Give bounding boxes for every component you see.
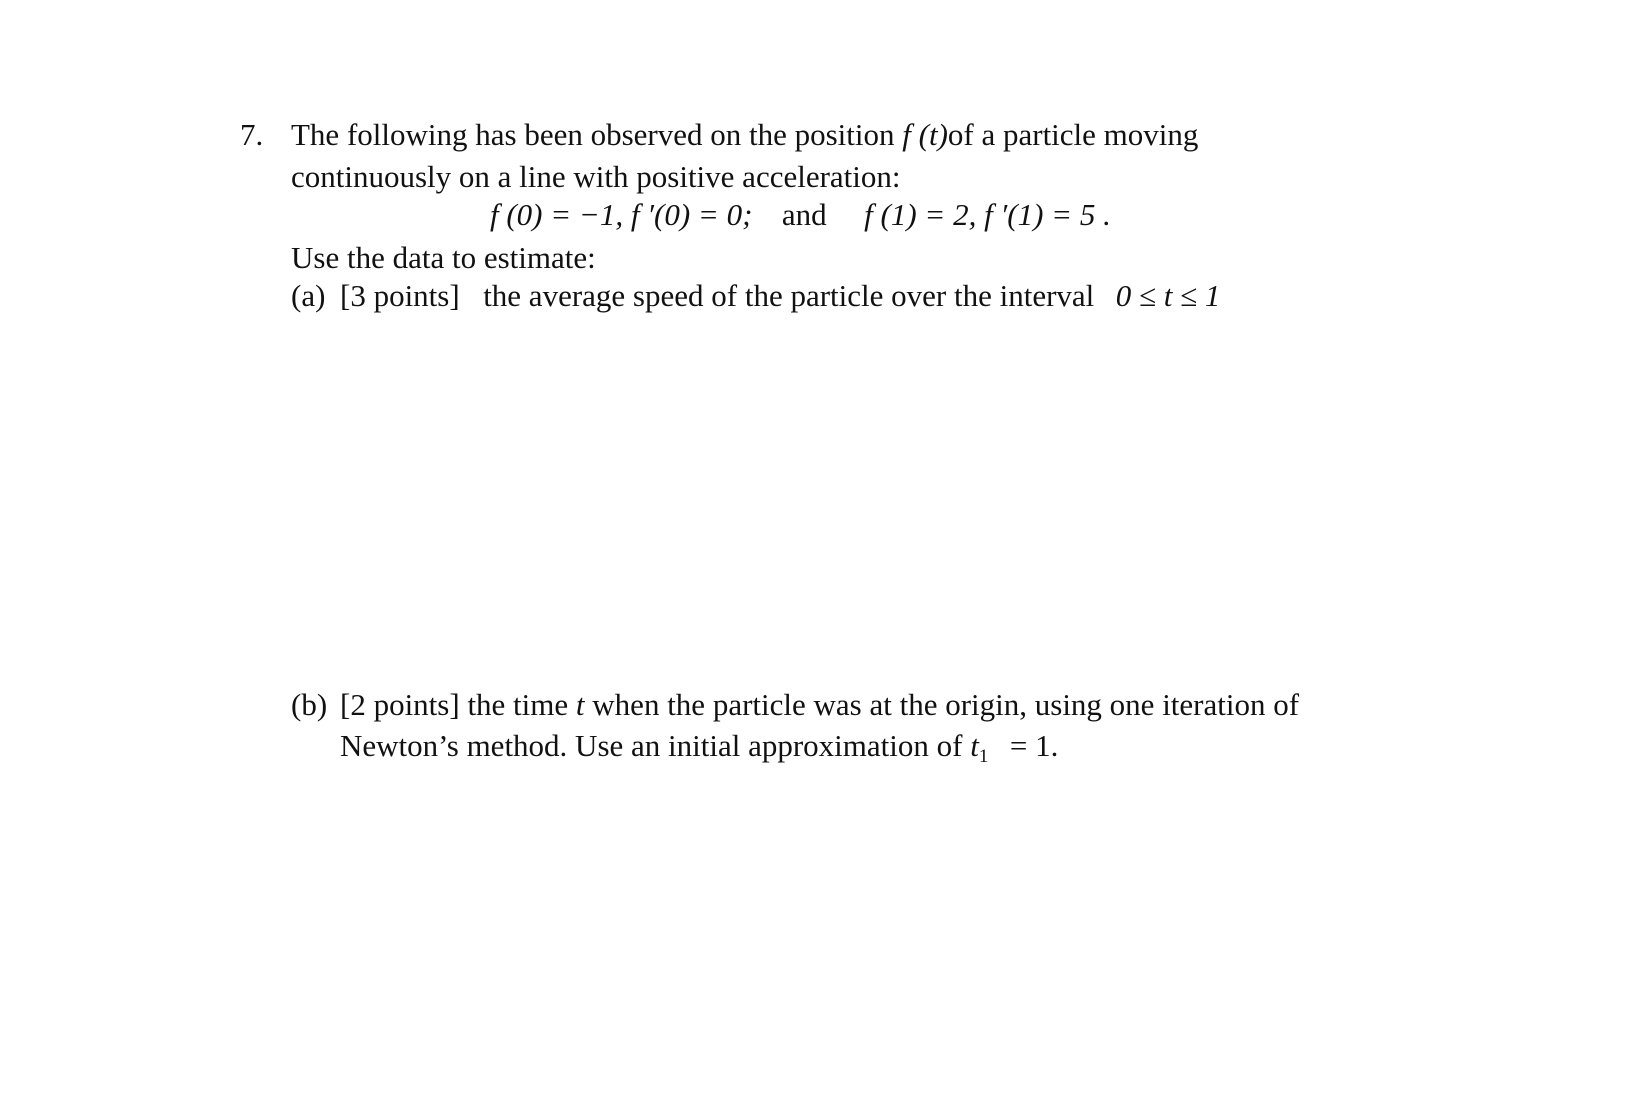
eq-and: and	[781, 197, 827, 232]
part-a-points: [3 points]	[340, 278, 460, 313]
part-b-t1-variable: t	[970, 728, 979, 763]
part-b-question-line-1	[340, 689, 1299, 720]
part-b-t-variable: t	[575, 687, 585, 722]
part-b-question-line-2	[340, 728, 1059, 767]
problem-intro-line-2: continuously on a line with positive acceleration:	[291, 159, 901, 194]
part-b-text-2: when the particle was at the origin, using one iteration of	[592, 687, 1300, 722]
intro-text-1: The following has been observed on the position	[291, 117, 895, 152]
eq-f0: f (0) = −1,	[490, 197, 624, 232]
problem-number: 7.	[240, 117, 264, 152]
part-b-line2-text: Newton’s method. Use an initial approximation of	[340, 728, 963, 763]
instruction-text: Use the data to estimate:	[291, 240, 596, 275]
eq-f1: f (1) = 2,	[864, 197, 977, 232]
part-b-text-1: the time	[467, 687, 569, 722]
part-b-label: (b)	[291, 687, 328, 722]
part-b-points: [2 points]	[340, 687, 460, 722]
part-b-t1-value: = 1.	[1009, 728, 1059, 763]
given-data-equations	[490, 199, 1111, 230]
intro-text-1-end: of a particle moving	[947, 117, 1199, 152]
f-of-t-math: f (t)	[902, 117, 948, 152]
part-a-label: (a)	[291, 278, 326, 313]
part-a-interval: 0 ≤ t ≤ 1	[1115, 278, 1221, 313]
part-b-t1-subscript: 1	[978, 746, 989, 767]
part-a-text: the average speed of the particle over the interval	[483, 278, 1095, 313]
eq-fprime1: f ′(1) = 5 .	[984, 197, 1111, 232]
part-a-question	[340, 280, 1220, 311]
problem-intro-line-1	[291, 119, 1198, 150]
eq-fprime0: f ′(0) = 0;	[630, 197, 753, 232]
